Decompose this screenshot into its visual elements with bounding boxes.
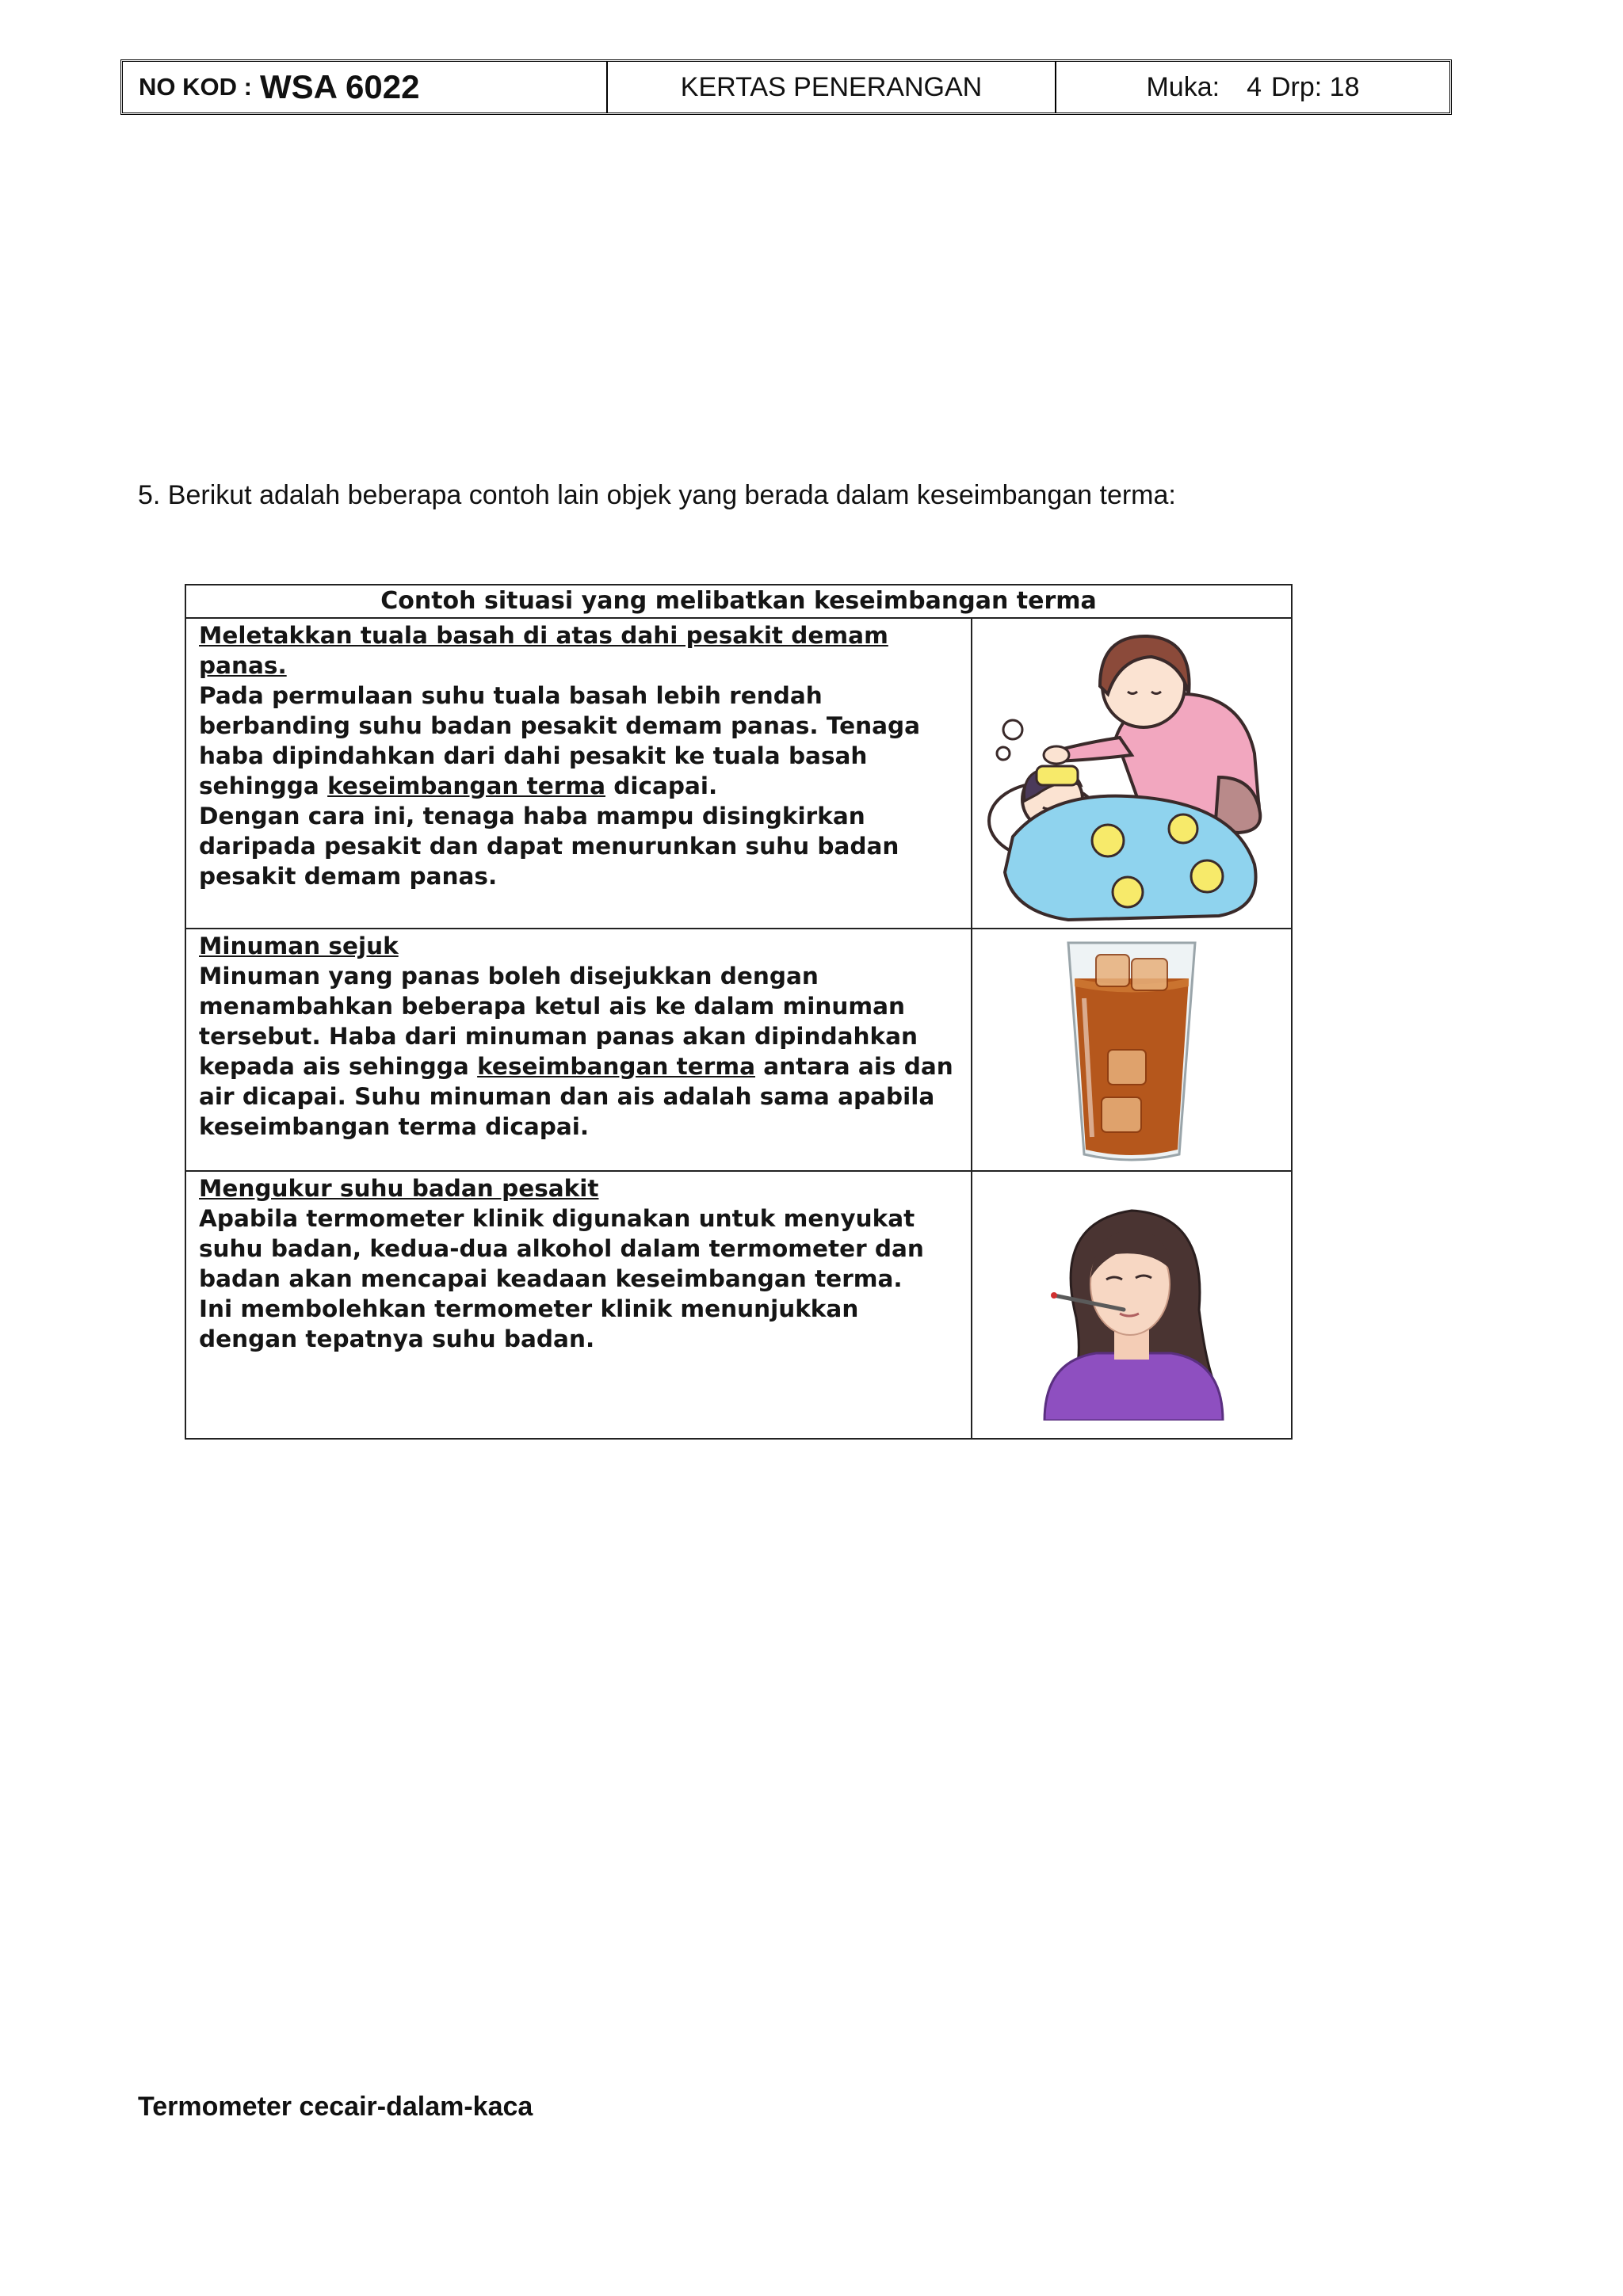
page-cell — [1056, 62, 1449, 113]
row-image-cell — [972, 929, 1291, 1170]
doc-type: KERTAS PENERANGAN — [680, 71, 983, 102]
row-text-cell — [186, 929, 972, 1170]
code-label: NO KOD : — [139, 73, 252, 101]
row-text-cell — [186, 1172, 972, 1440]
iced-tea-glass-illustration — [1052, 931, 1211, 1169]
row-image-cell — [972, 1172, 1291, 1440]
table-row — [186, 619, 1291, 929]
table-row — [186, 929, 1291, 1172]
intro-text: 5. Berikut adalah beberapa contoh lain objek yang berada dalam keseimbangan terma: — [138, 480, 1176, 510]
row-text: Pada permulaan suhu tuala basah lebih rendah berbanding suhu badan pesakit demam panas. Tenaga haba dipindahkan dari dahi pesakit ke tuala basah sehingga — [199, 682, 921, 799]
row-text-cell — [186, 619, 972, 928]
row-title: Mengukur suhu badan pesakit — [199, 1175, 599, 1202]
row-title: Minuman sejuk — [199, 933, 399, 959]
table-title: Contoh situasi yang melibatkan keseimbangan terma — [186, 585, 1291, 619]
section-heading: Termometer cecair-dalam-kaca — [138, 2092, 533, 2122]
thermometer-patient-illustration — [1021, 1191, 1243, 1421]
sick-child-illustration — [981, 619, 1282, 928]
table-row — [186, 1172, 1291, 1440]
document-header — [120, 59, 1452, 115]
page-number: 4 — [1247, 71, 1262, 102]
row-body: Apabila termometer klinik digunakan untuk menyukat suhu badan, kedua-dua alkohol dalam termometer dan badan akan mencapai keadaan keseimbangan terma. — [199, 1205, 924, 1292]
row-text: Minuman yang panas boleh disejukkan dengan menambahkan beberapa ketul ais ke dalam minuman tersebut. Haba dari minuman panas akan dipindahkan kepada ais sehingga — [199, 963, 918, 1080]
row-underlined-term: keseimbangan terma — [327, 772, 605, 799]
row-extra-text: Dengan cara ini, tenaga haba mampu disingkirkan daripada pesakit dan dapat menurunkan suhu badan pesakit demam panas. — [199, 803, 899, 890]
row-body — [199, 961, 961, 1142]
row-underlined-term: keseimbangan terma — [477, 1053, 755, 1080]
row-text-after: dicapai. — [613, 772, 718, 799]
code-cell — [123, 62, 608, 113]
row-extra-text: Ini membolehkan termometer klinik menunjukkan dengan tepatnya suhu badan. — [199, 1295, 859, 1352]
total-pages: Drp: 18 — [1271, 71, 1360, 102]
row-image-cell — [972, 619, 1291, 928]
doc-type-cell — [608, 62, 1056, 113]
row-body — [199, 681, 961, 801]
code-value: WSA 6022 — [259, 68, 420, 105]
page-label: Muka: — [1146, 71, 1220, 102]
row-text-after: antara ais dan air dicapai. Suhu minuman dan ais adalah sama apabila keseimbangan terma dicapai. — [199, 1053, 953, 1140]
examples-table — [185, 584, 1293, 1440]
row-title: Meletakkan tuala basah di atas dahi pesakit demam panas. — [199, 622, 888, 679]
